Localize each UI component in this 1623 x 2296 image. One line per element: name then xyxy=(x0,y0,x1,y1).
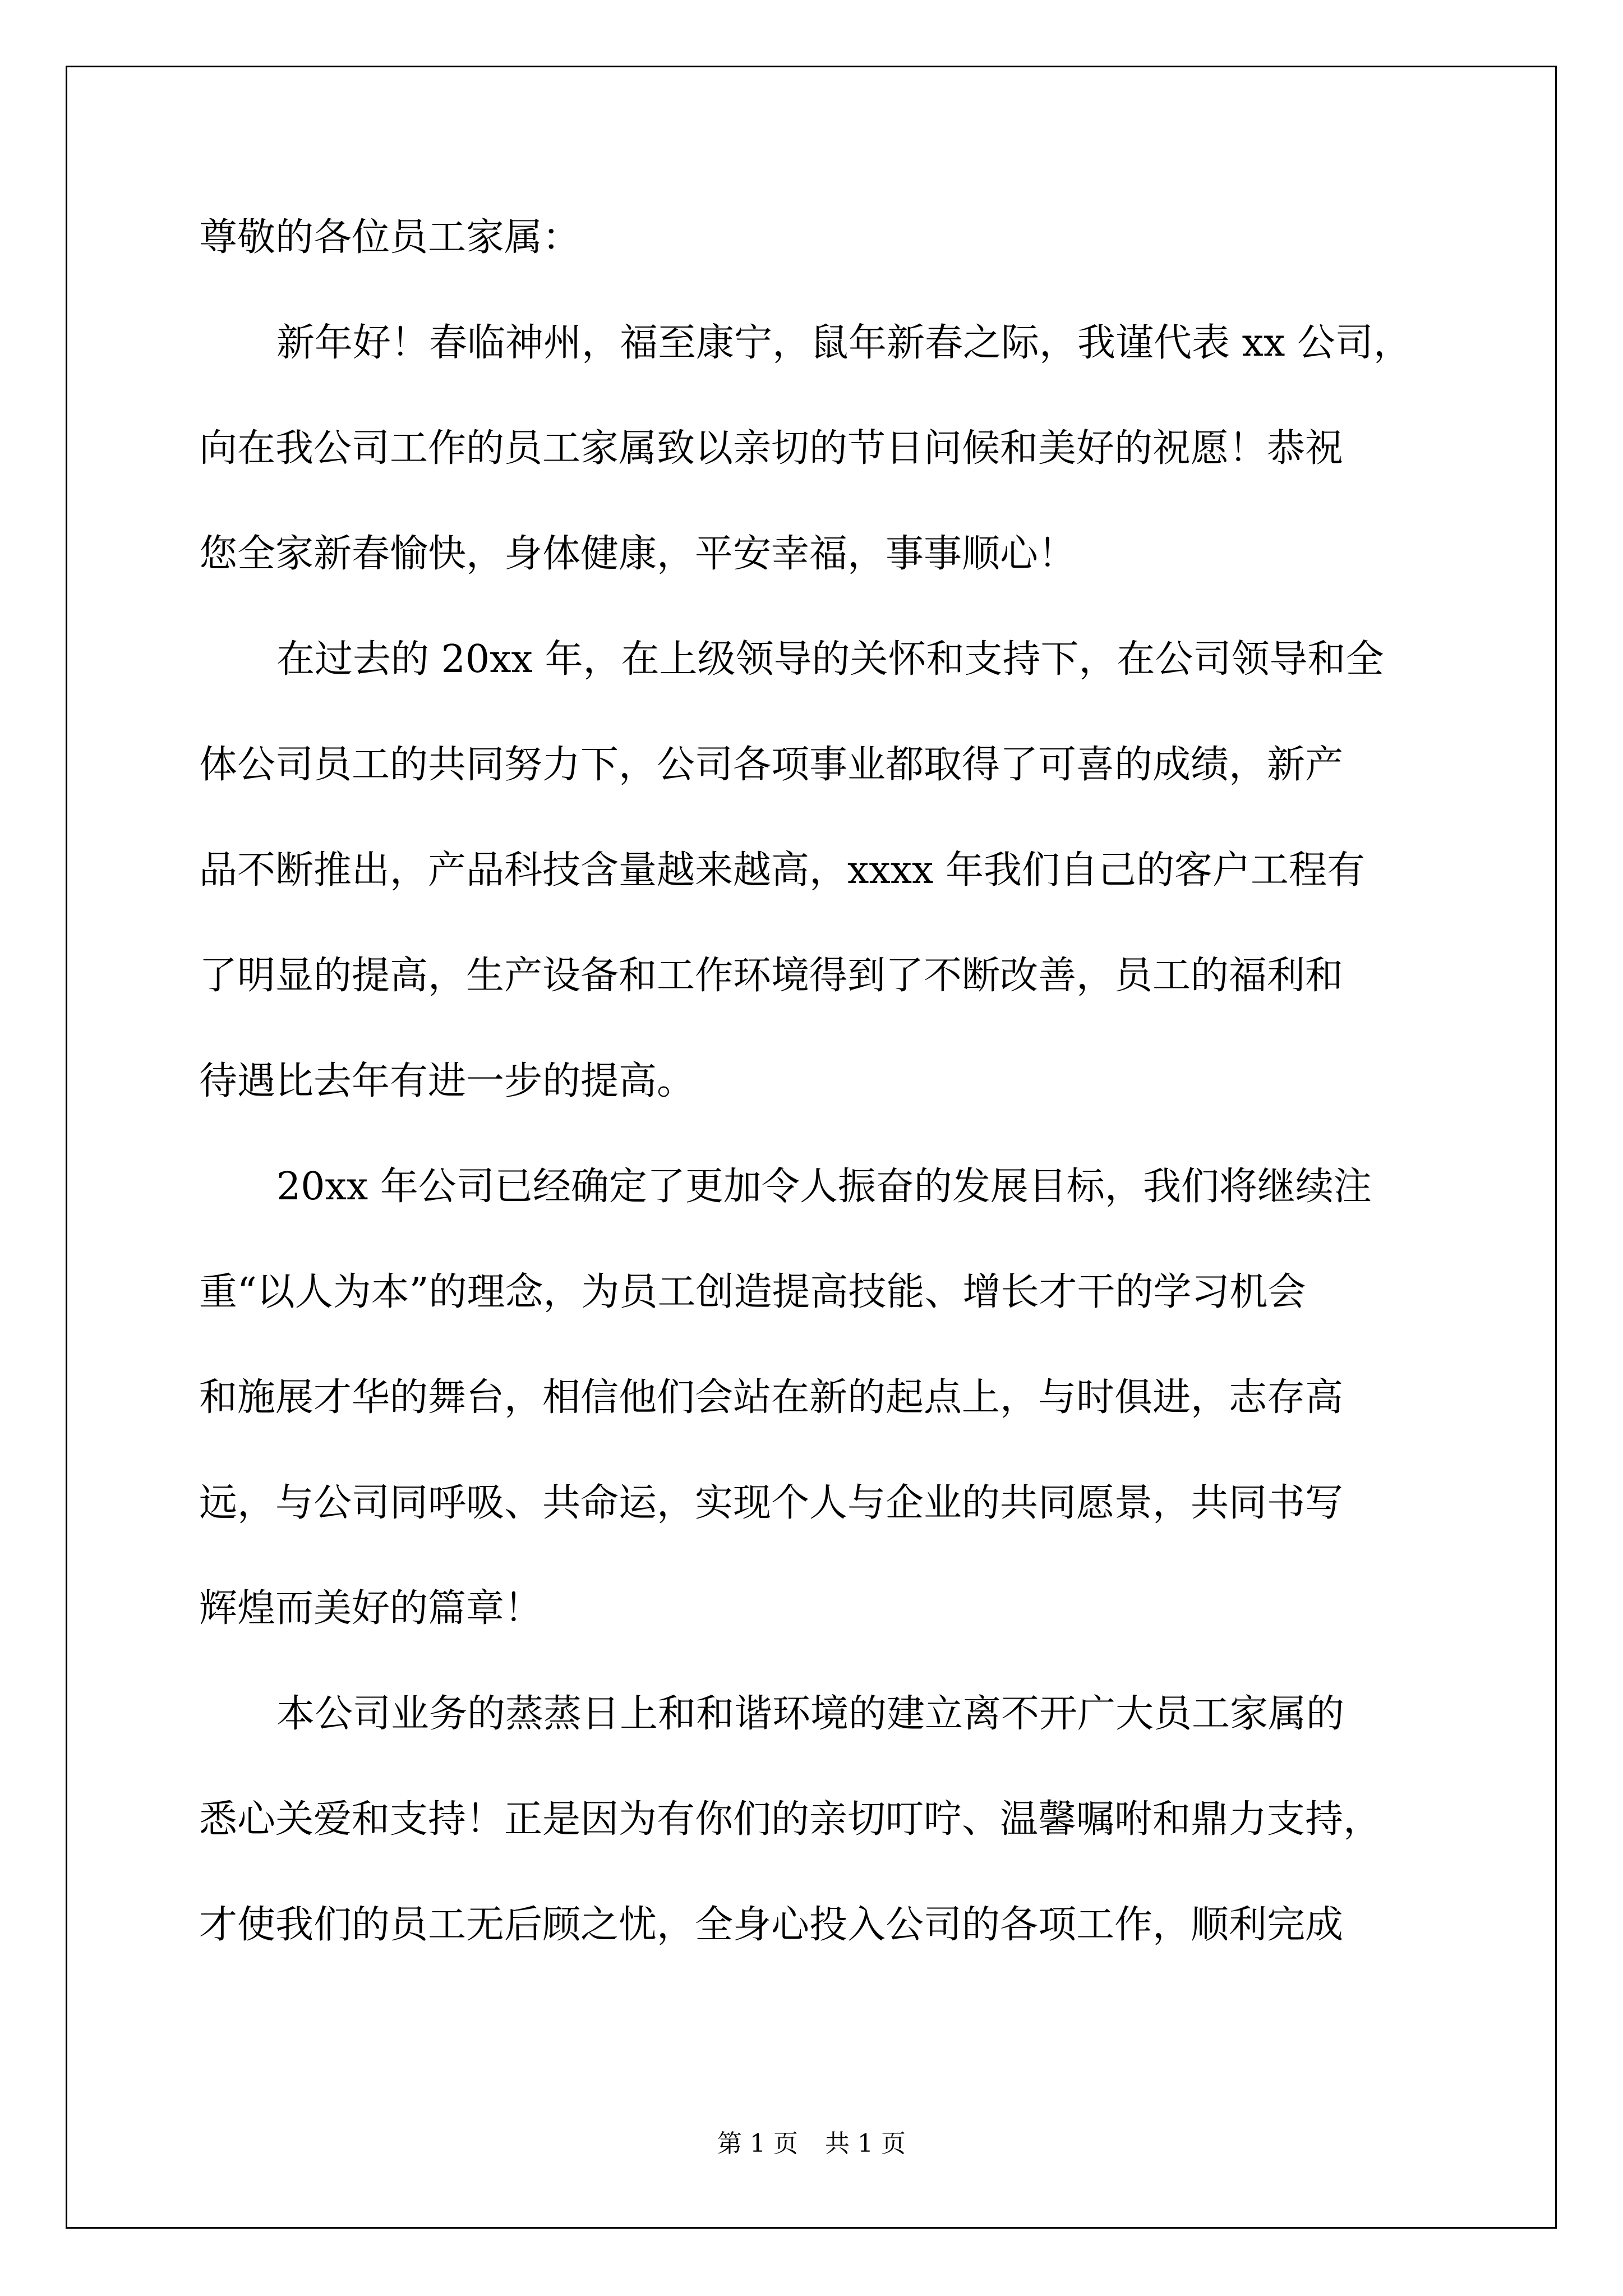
paragraph xyxy=(199,321,1469,641)
paragraph-line: 品不断推出，产品科技含量越来越高，xxxx 年我们自己的客户工程有 xyxy=(199,848,1366,892)
paragraph-line: 待遇比去年有进一步的提高。 xyxy=(199,1059,695,1103)
paragraph-line: 重“以人为本”的理念，为员工创造提高技能、增长才干的学习机会 xyxy=(199,1270,1306,1314)
page-number-total: 共 1 页 xyxy=(825,2129,906,2158)
paragraph xyxy=(199,1165,1469,1695)
paragraph-line: 本公司业务的蒸蒸日上和和谐环境的建立离不开广大员工家属的 xyxy=(276,1692,1345,1736)
paragraph-line: 悉心关爱和支持！正是因为有你们的亲切叮咛、温馨嘱咐和鼎力支持， xyxy=(199,1797,1382,1842)
paragraph-line: 才使我们的员工无后顾之忧，全身心投入公司的各项工作，顺利完成 xyxy=(199,1903,1344,1947)
document-body xyxy=(199,215,1469,2012)
paragraph-line: 在过去的 20xx 年，在上级领导的关怀和支持下，在公司领导和全 xyxy=(276,637,1384,682)
paragraph-line: 和施展才华的舞台，相信他们会站在新的起点上，与时俱进，志存高 xyxy=(199,1375,1344,1420)
paragraph-line: 20xx 年公司已经确定了更加令人振奋的发展目标，我们将继续注 xyxy=(276,1165,1372,1209)
paragraph xyxy=(199,637,1469,1168)
paragraph-line: 体公司员工的共同努力下，公司各项事业都取得了可喜的成绩，新产 xyxy=(199,743,1344,787)
paragraph-line: 了明显的提高，生产设备和工作环境得到了不断改善，员工的福利和 xyxy=(199,954,1344,998)
paragraph-line: 您全家新春愉快，身体健康，平安幸福，事事顺心！ xyxy=(199,532,1077,576)
page-footer xyxy=(0,2123,1623,2159)
paragraph-line: 远，与公司同呼吸、共命运，实现个人与企业的共同愿景，共同书写 xyxy=(199,1481,1344,1525)
page-number-current: 第 1 页 xyxy=(717,2129,798,2158)
paragraph-line: 辉煌而美好的篇章！ xyxy=(199,1586,543,1631)
paragraph-line: 新年好！春临神州，福至康宁，鼠年新春之际，我谨代表 xx 公司， xyxy=(276,321,1412,365)
greeting: 尊敬的各位员工家属： xyxy=(199,215,581,260)
paragraph-line: 向在我公司工作的员工家属致以亲切的节日问候和美好的祝愿！恭祝 xyxy=(199,426,1344,471)
paragraph xyxy=(199,1692,1469,2012)
